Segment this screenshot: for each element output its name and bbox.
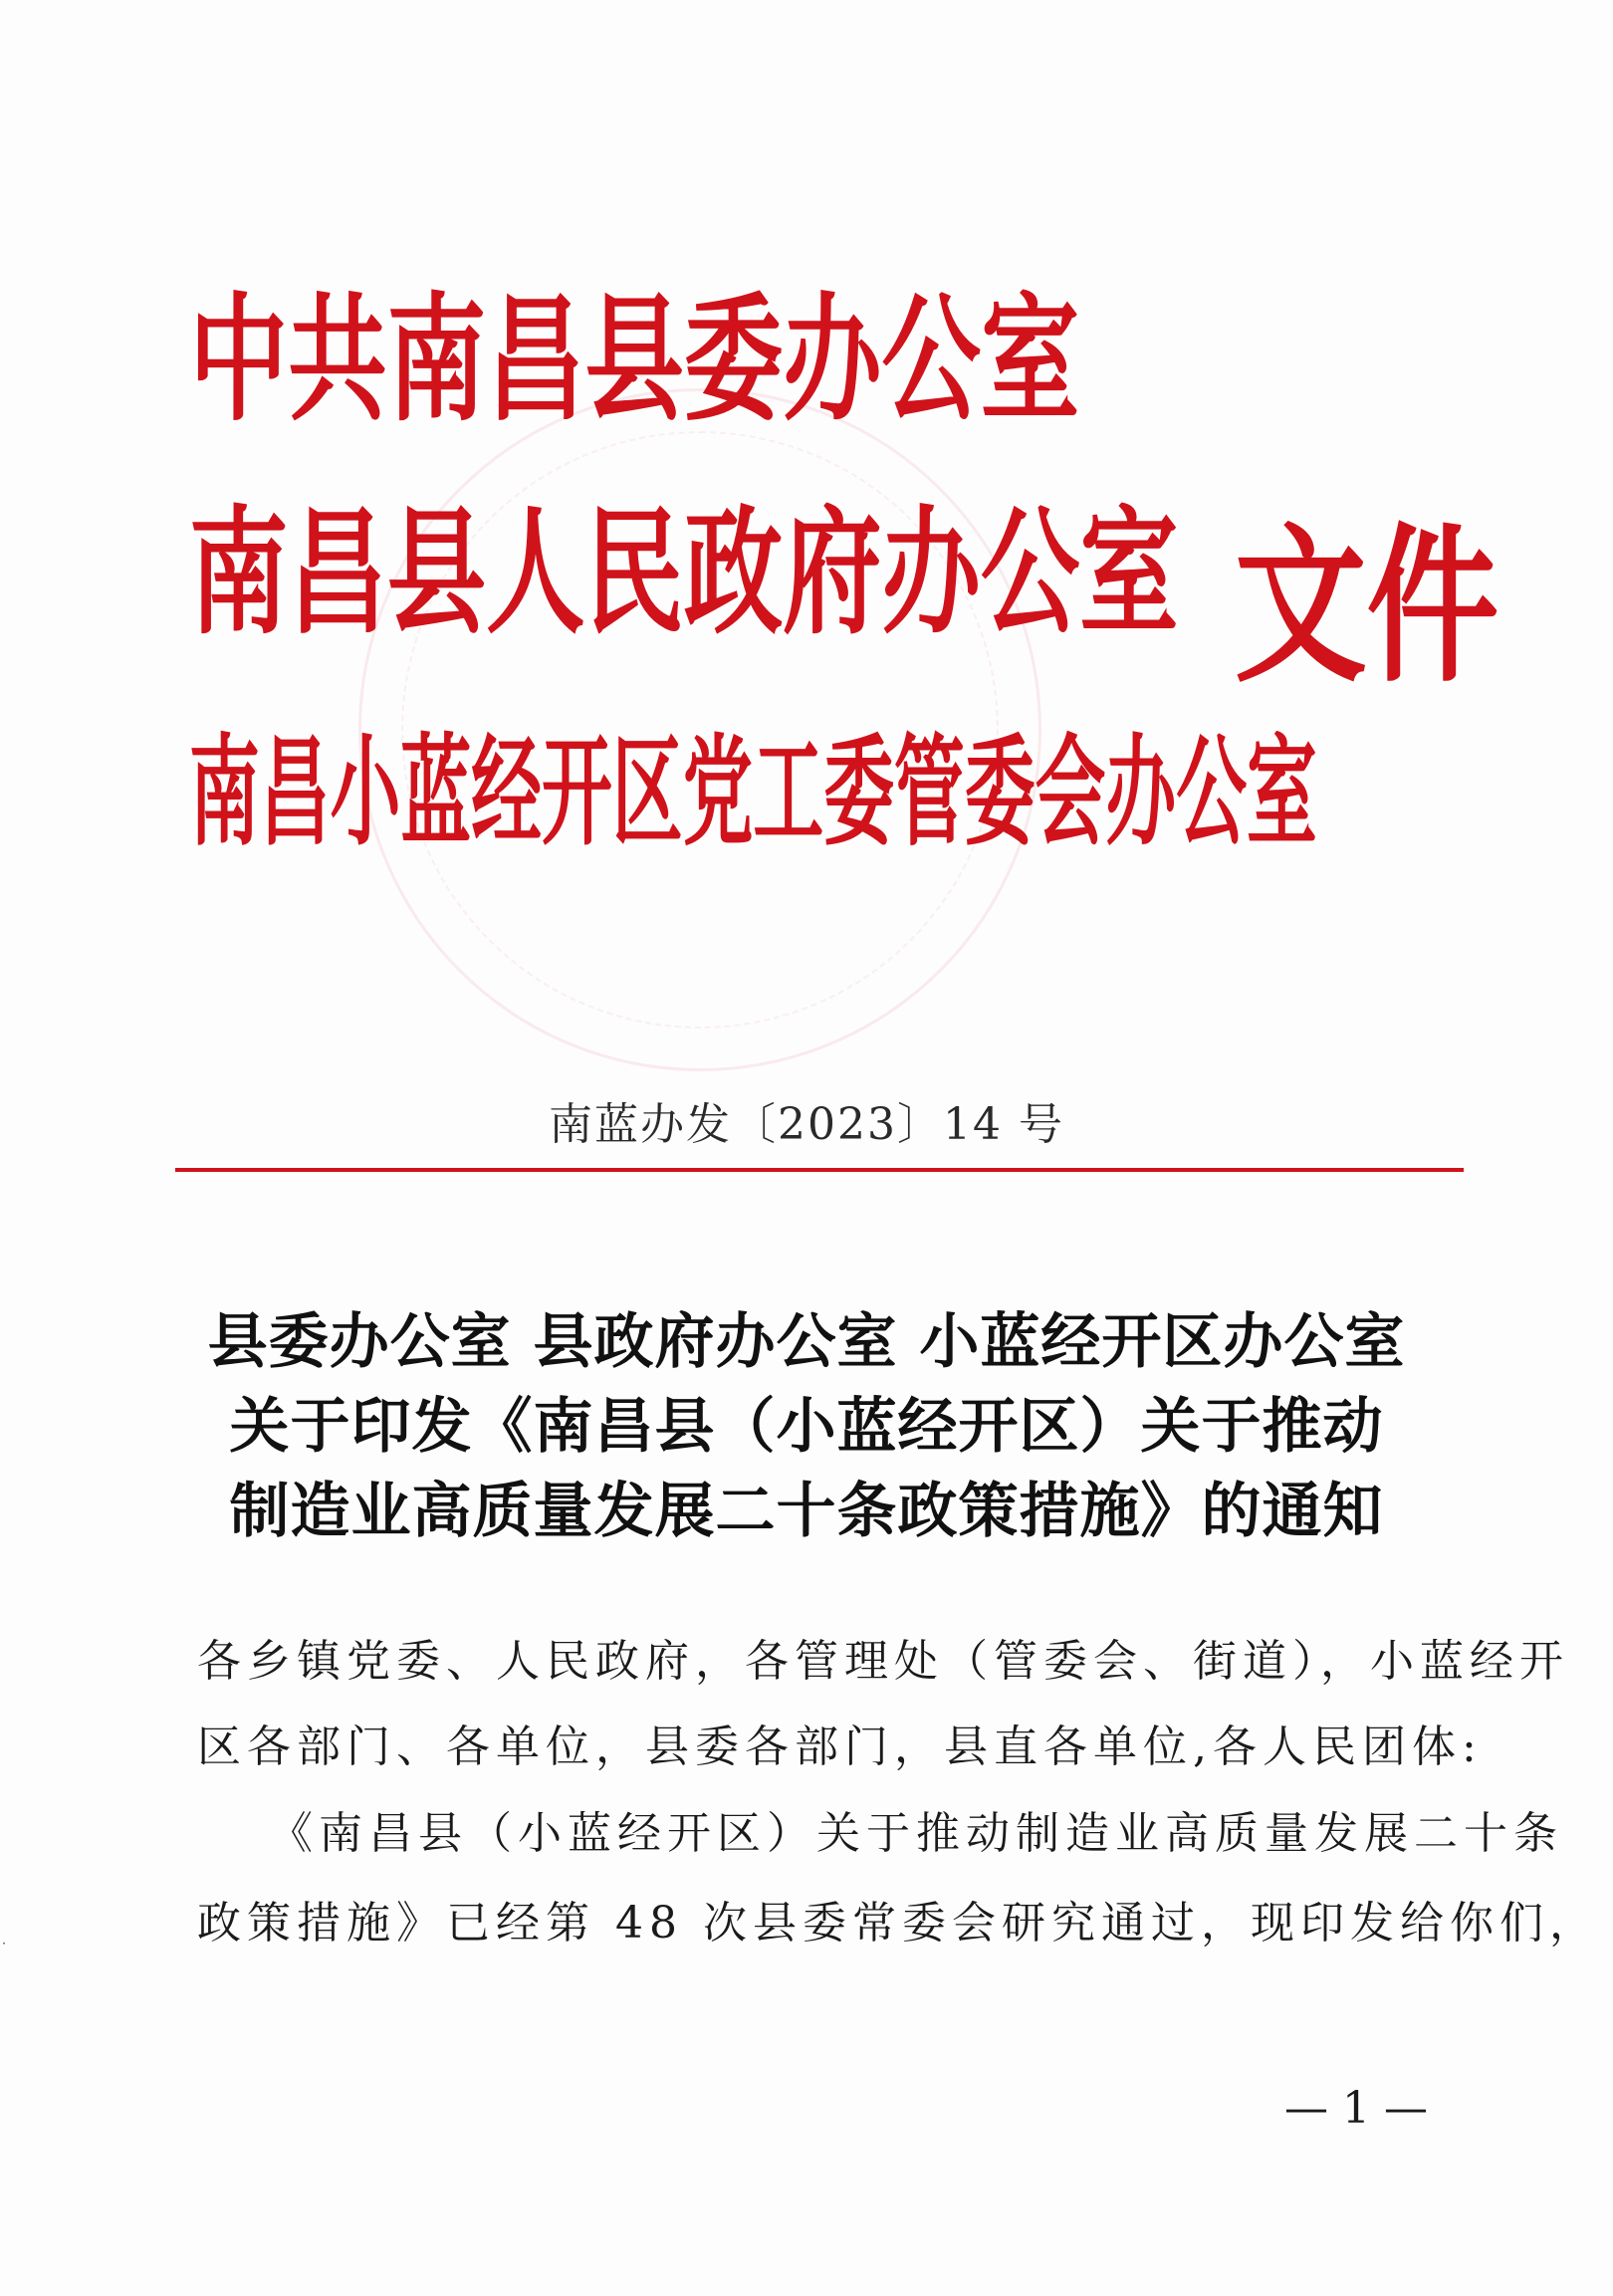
scan-artifact-mark: ˙ [0,1940,8,1958]
header-issuer-line-1: 中共南昌县委办公室 [189,278,1080,440]
document-title-line-3: 制造业高质量发展二十条政策措施》的通知 [229,1477,1384,1546]
header-issuer-line-2: 南昌县人民政府办公室 [189,491,1179,653]
body-text-line-4: 政策措施》已经第 48 次县委常委会研究通过，现印发给你们， [197,1898,1599,1949]
document-title-line-2: 关于印发《南昌县（小蓝经开区）关于推动 [229,1392,1384,1462]
body-text-line-3: 《南昌县（小蓝经开区）关于推动制造业高质量发展二十条 [269,1808,1563,1859]
document-title-line-1: 县委办公室 县政府办公室 小蓝经开区办公室 [207,1307,1406,1377]
body-text-line-2: 区各部门、各单位，县委各部门，县直各单位,各人民团体: [197,1722,1483,1772]
body-text-line-1: 各乡镇党委、人民政府，各管理处（管委会、街道），小蓝经开 [197,1636,1569,1687]
red-divider-rule [175,1168,1464,1172]
document-number: 南蓝办发〔2023〕14 号 [549,1099,1064,1150]
page-number: — 1 — [1284,2083,1428,2134]
header-document-suffix: 文件 [1235,507,1499,706]
header-issuer-line-3: 南昌小蓝经开区党工委管委会办公室 [189,722,1317,862]
